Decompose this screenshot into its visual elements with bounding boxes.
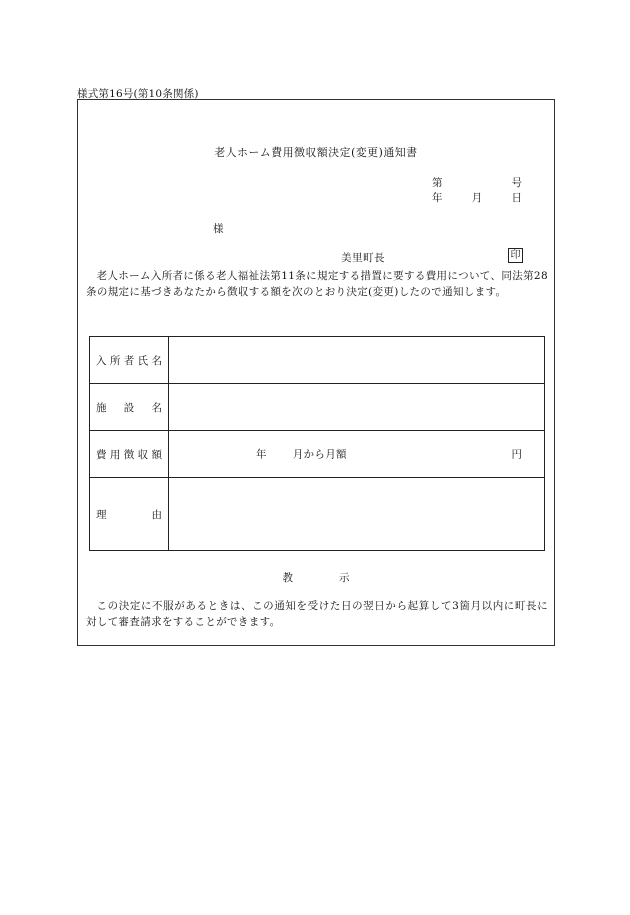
fee-year-text: 年 — [256, 448, 267, 461]
fee-label: 費用徴収額 — [96, 448, 162, 461]
document-title: 老人ホーム費用徴収額決定(変更)通知書 — [214, 146, 418, 159]
facility-field[interactable] — [169, 384, 545, 431]
notice-form-frame — [77, 99, 555, 646]
facility-label-cell — [90, 384, 169, 431]
resident-name-field[interactable] — [169, 337, 545, 384]
issuer-name: 美里町長 — [341, 252, 385, 264]
seal-mark: 印 — [508, 248, 523, 263]
fee-month-text: 月から月額 — [292, 448, 347, 461]
reason-label: 理由 — [96, 508, 162, 521]
document-number-suffix: 号 — [511, 177, 522, 189]
document-number-prefix: 第 — [432, 177, 443, 189]
fee-yen-unit: 円 — [511, 448, 522, 461]
date-row — [432, 190, 522, 205]
instruction-text: この決定に不服があるときは、この通知を受けた日の翌日から起算して3箇月以内に町長に対して審査請求をすることができます。 — [86, 600, 548, 628]
notice-body-text: 老人ホーム入所者に係る老人福祉法第11条に規定する措置に要する費用について、同法第28条の規定に基づきあなたから徴収する額を次のとおり決定(変更)したので通知します。 — [86, 270, 548, 298]
table-row — [90, 337, 545, 384]
document-number-row — [432, 175, 522, 190]
reason-field[interactable] — [169, 478, 545, 551]
facility-label: 施設名 — [96, 401, 162, 414]
instruction-heading — [78, 570, 554, 585]
form-number: 様式第16号(第10条関係) — [77, 88, 199, 100]
reason-label-cell — [90, 478, 169, 551]
date-year: 年 — [432, 192, 443, 204]
fee-period — [256, 447, 347, 462]
date-day: 日 — [511, 192, 522, 204]
addressee-honorific: 様 — [213, 223, 224, 235]
instruction-heading-first: 教 — [282, 572, 293, 584]
fee-field[interactable] — [169, 431, 545, 478]
instruction-heading-second: 示 — [339, 572, 350, 584]
resident-name-label: 入所者氏名 — [96, 354, 162, 367]
resident-name-label-cell — [90, 337, 169, 384]
table-row — [90, 431, 545, 478]
table-row — [90, 384, 545, 431]
info-table — [89, 336, 545, 551]
table-row — [90, 478, 545, 551]
date-month: 月 — [471, 192, 483, 204]
fee-label-cell — [90, 431, 169, 478]
